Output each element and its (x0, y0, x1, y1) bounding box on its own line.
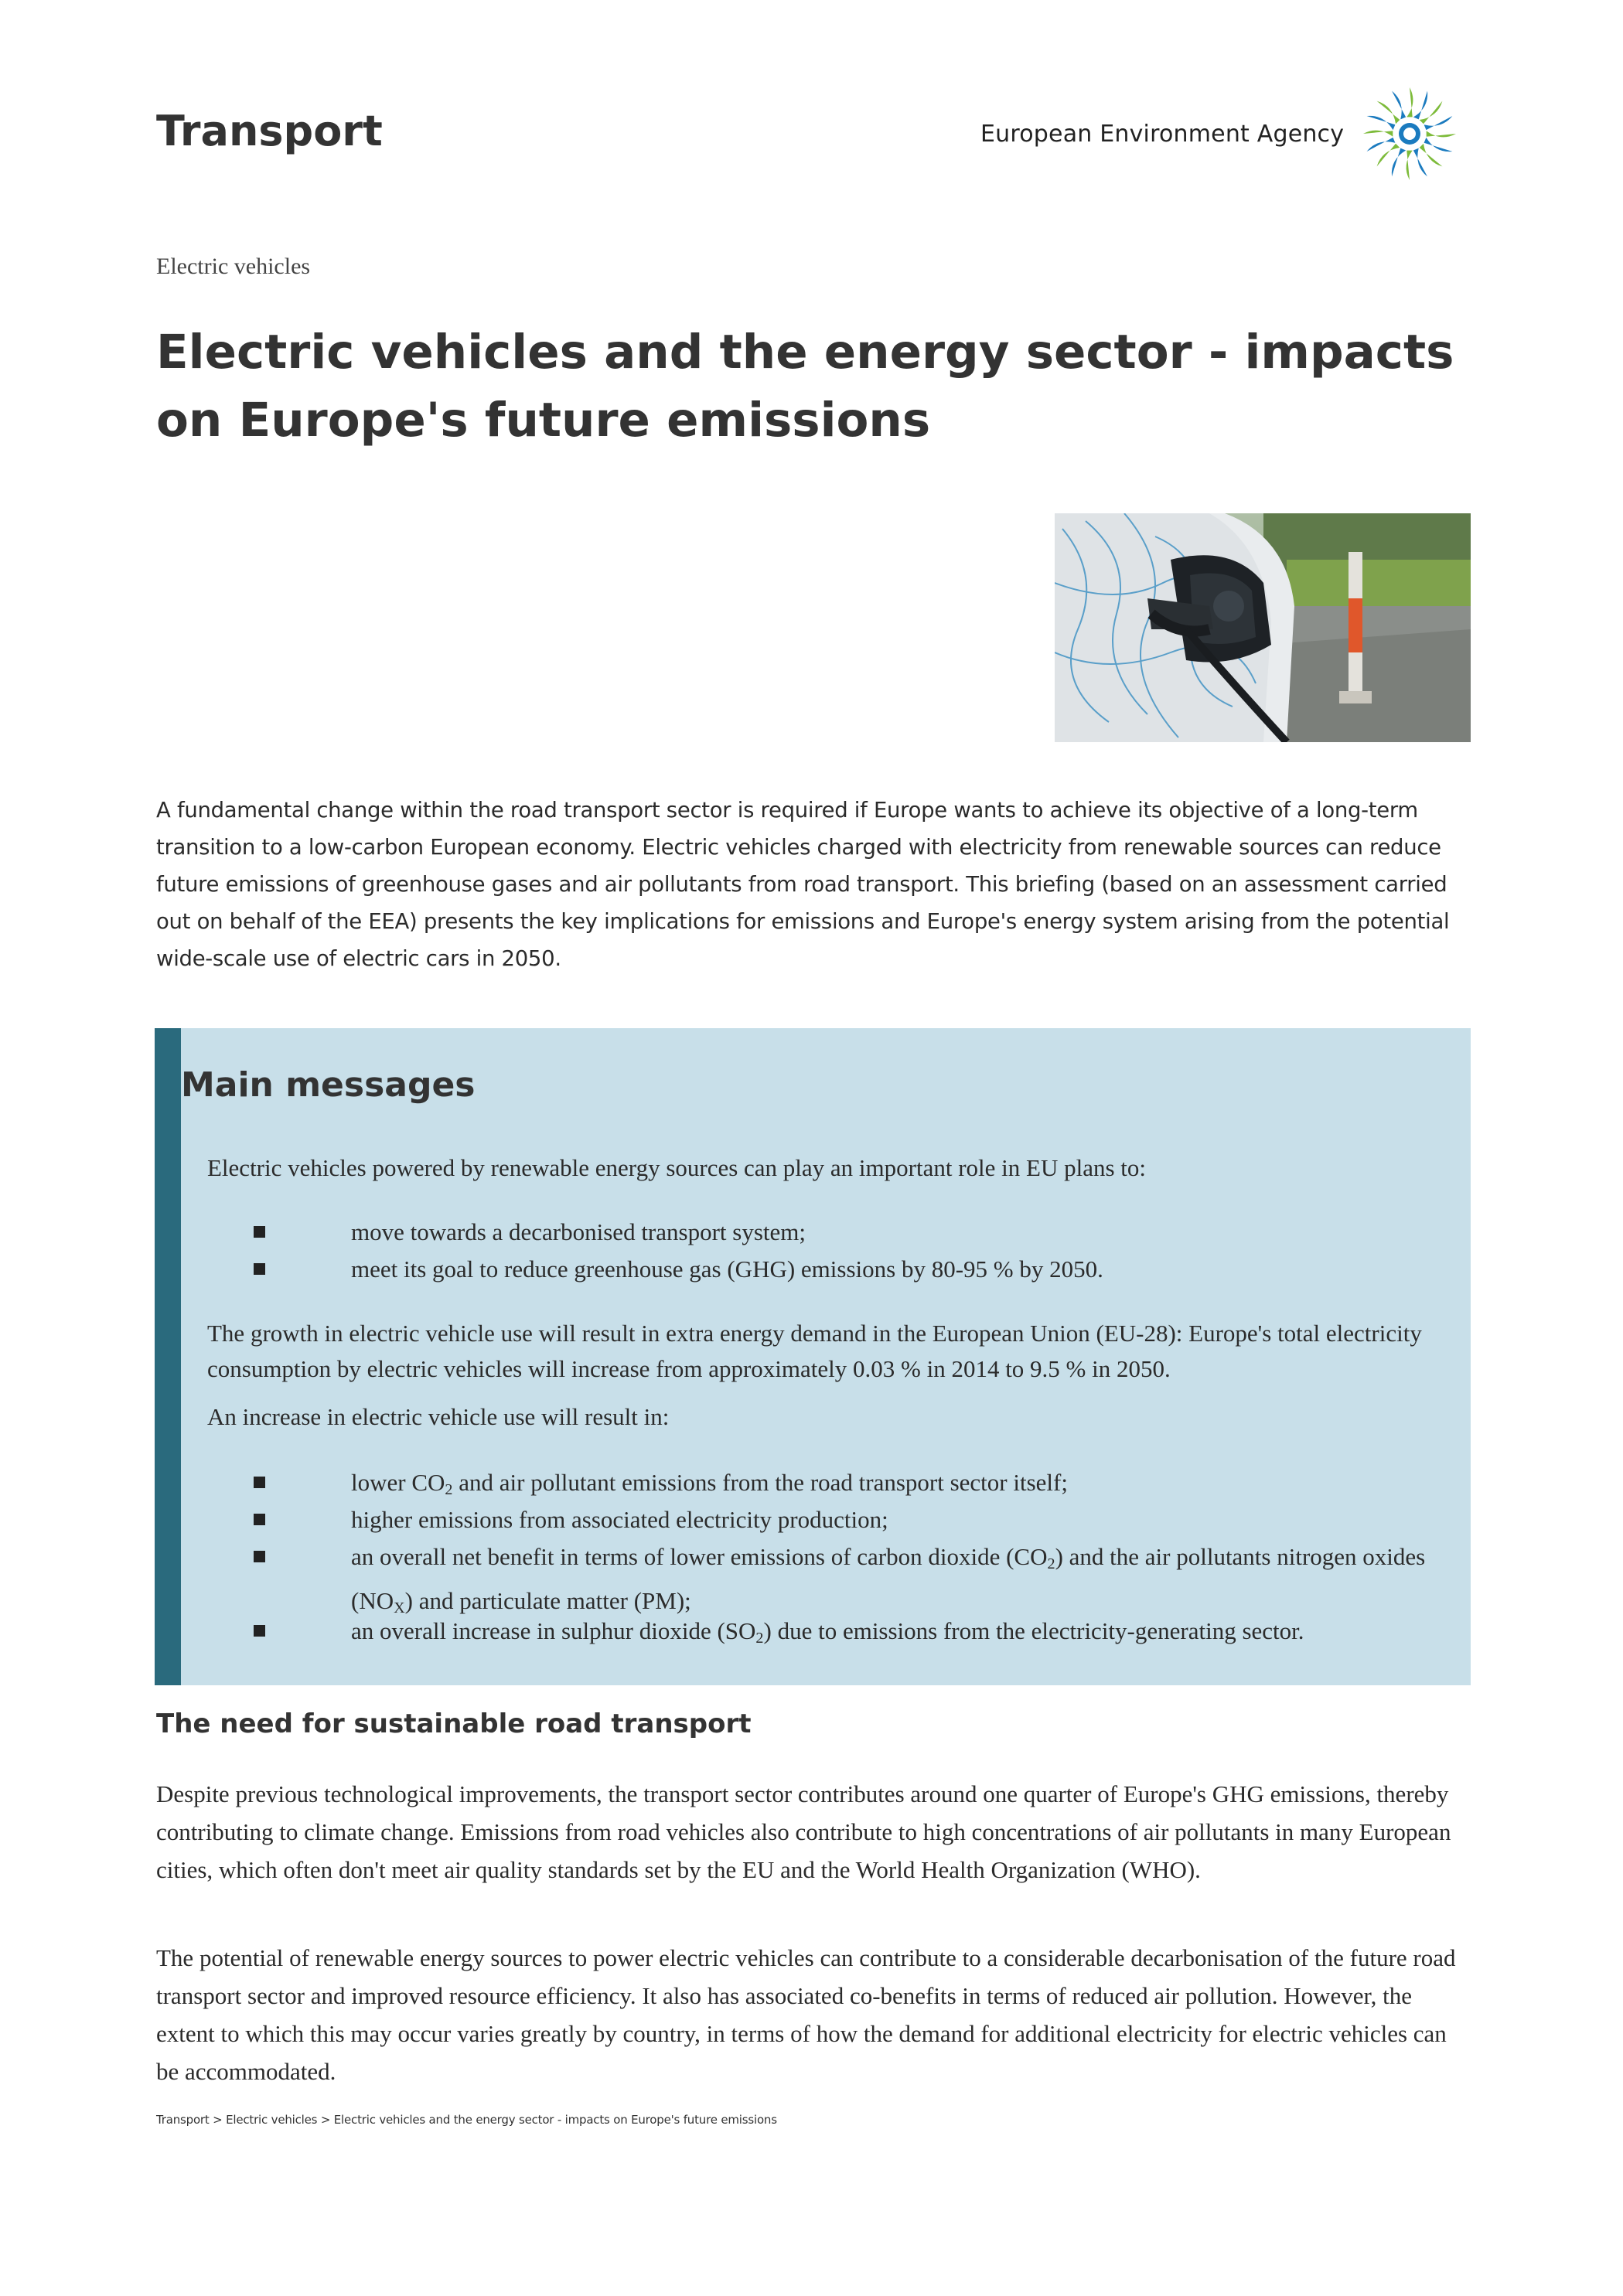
body-paragraph: Despite previous technological improvements, the transport sector contributes around one quarter of Europe's GHG emissions, thereby contributing to climate change. Emissions from road vehicles also contribute to high concentrations of air pollutants in many European cities, which often don't meet air quality standards set by the EU and the World Health Organization (WHO). (156, 1780, 1451, 1883)
list-item-text: move towards a decarbonised transport system; (351, 1218, 806, 1245)
page-title: Electric vehicles and the energy sector - impacts on Europe's future emissions (156, 325, 1454, 448)
bullet-icon (254, 1226, 265, 1238)
bullet-icon (254, 1514, 265, 1525)
agency-name: European Environment Agency (980, 120, 1345, 148)
bullet-icon (254, 1477, 265, 1488)
bullet-icon (254, 1551, 265, 1562)
eea-logo-icon (1359, 83, 1460, 184)
breadcrumb: Transport > Electric vehicles > Electric vehicles and the energy sector - impacts on Europe's future emissions (156, 2113, 777, 2127)
bullet-icon (254, 1625, 265, 1637)
main-messages-heading: Main messages (181, 1065, 476, 1105)
list-item-text: lower $CO_2$ and air pollutant emissions from the road transport sector itself; (351, 1469, 1068, 1499)
body-paragraph: The potential of renewable energy sources to power electric vehicles can contribute to a considerable decarbonisation of the future road transport sector and improved resource efficiency. It also has associated co-benefits in terms of reduced air pollution. However, the extent to which this may occur varies greatly by country, in terms of how the demand for additional electricity for electric vehicles can be accommodated. (156, 1944, 1456, 2085)
ev-charging-photo (1055, 513, 1471, 742)
list-item-text: an overall increase in sulphur dioxide $(SO_2)$ due to emissions from the electricity-generating sector. (351, 1617, 1304, 1647)
bullet-icon (254, 1263, 265, 1275)
list-item-text: meet its goal to reduce greenhouse gas (GHG) emissions by 80-95 % by 2050. (351, 1255, 1103, 1283)
agency-brand[interactable] (980, 83, 1460, 184)
section-title: Transport (156, 107, 383, 155)
list-item-text: an overall net benefit in terms of lower emissions of carbon dioxide $(CO_2)$ and the air pollutants nitrogen oxides $(NO_X)$ and particulate matter (PM); (351, 1543, 1426, 1617)
growth-paragraph: The growth in electric vehicle use will result in extra energy demand in the European Union (EU-28): Europe's total electricity consumption by electric vehicles will increase from approximately 0.03 % in 2014 to 9.5 % in 2050. (207, 1320, 1422, 1382)
topic-label: Electric vehicles (156, 254, 311, 279)
hero-image (1055, 513, 1471, 742)
intro-paragraph: A fundamental change within the road transport sector is required if Europe wants to achieve its objective of a long-term transition to a low-carbon European economy. Electric vehicles charged with electricity from renewable sources can reduce future emissions of greenhouse gases and air pollutants from road transport. This briefing (based on an assessment carried out on behalf of the EEA) presents the key implications for emissions and Europe's energy system arising from the potential wide-scale use of electric cars in 2050. (156, 798, 1450, 971)
main-messages-lead: Electric vehicles powered by renewable energy sources can play an important role in EU plans to: (207, 1154, 1147, 1181)
section-heading: The need for sustainable road transport (156, 1708, 752, 1739)
list-item-text: higher emissions from associated electricity production; (351, 1506, 888, 1533)
increase-lead: An increase in electric vehicle use will result in: (207, 1403, 670, 1430)
